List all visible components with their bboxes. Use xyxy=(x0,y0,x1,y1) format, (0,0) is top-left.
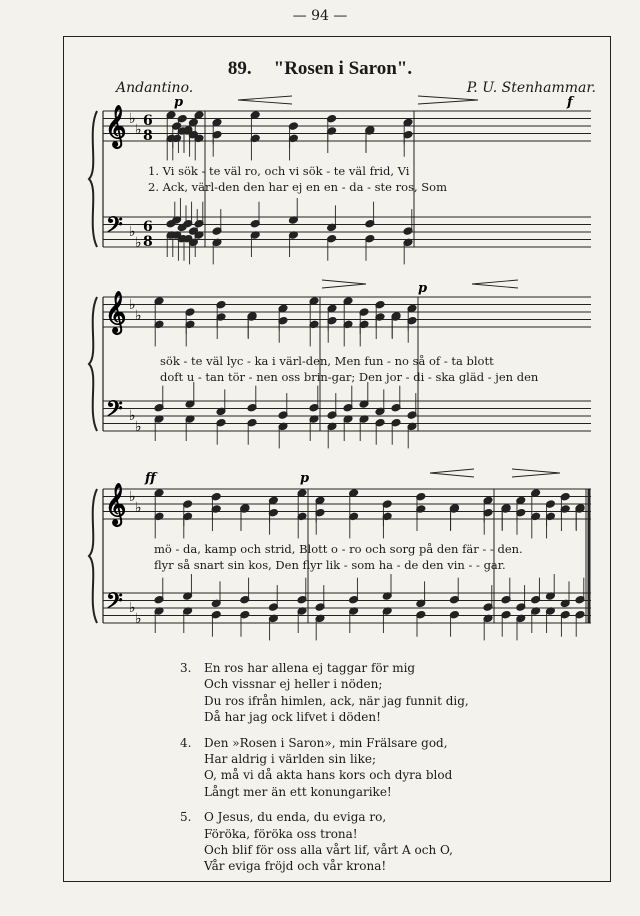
decrescendo-hairpin xyxy=(322,280,366,288)
flat-icon: ♭ xyxy=(129,489,136,505)
stanza-line: Och blif för oss alla vårt lif, vårt A och O, xyxy=(204,843,453,858)
system-brace xyxy=(89,297,97,431)
flat-icon: ♭ xyxy=(135,235,142,251)
stanza-line: Långt mer än ett konungarike! xyxy=(204,784,392,799)
flat-icon: ♭ xyxy=(135,611,142,627)
decrescendo-hairpin xyxy=(418,96,478,104)
treble-clef-icon: 𝄞 xyxy=(105,105,127,147)
flat-icon: ♭ xyxy=(129,408,136,424)
dynamic-fortissimo: ff xyxy=(145,471,156,486)
flat-icon: ♭ xyxy=(135,500,142,516)
stanza xyxy=(180,809,469,875)
decrescendo-hairpin xyxy=(512,469,560,477)
stanza-line: Har aldrig i världen sin like; xyxy=(204,752,377,767)
bass-clef-icon: 𝄢 xyxy=(106,589,123,619)
page-number: — 94 — xyxy=(292,8,348,24)
treble-clef-icon: 𝄞 xyxy=(105,291,127,333)
dynamic-piano: p xyxy=(300,471,310,486)
stanza-line: Vår eviga fröjd och vår krona! xyxy=(204,859,387,874)
stanza-line: O, må vi då akta hans kors och dyra blod xyxy=(204,768,453,783)
lyric-sys3-verse2: flyr så snart sin kos, Den flyr lik - som ha - de den vin - - gar. xyxy=(154,558,506,572)
time-signature-top: 6 xyxy=(143,113,153,129)
stanza-line: Du ros ifrån himlen, ack, när jag funnit dig, xyxy=(204,693,469,708)
dynamic-piano: p xyxy=(418,281,428,296)
lyric-sys1-verse1: 1. Vi sök - te väl ro, och vi sök - te väl frid, Vi xyxy=(148,164,410,178)
dynamic-piano: p xyxy=(174,95,184,110)
treble-clef-icon: 𝄞 xyxy=(105,483,127,525)
flat-icon: ♭ xyxy=(129,600,136,616)
stanza-line: Och vissnar ej heller i nöden; xyxy=(204,677,383,692)
stanza-number: 3. xyxy=(180,661,192,675)
flat-icon: ♭ xyxy=(135,308,142,324)
stanza-line: Då har jag ock lifvet i döden! xyxy=(204,710,381,725)
flat-icon: ♭ xyxy=(129,111,136,127)
lyric-sys3-verse1: mö - da, kamp och strid, Blott o - ro och sorg på den fär - - den. xyxy=(154,542,523,556)
stanza-line: Föröka, föröka oss trona! xyxy=(204,826,358,841)
hymn-name: "Rosen i Saron". xyxy=(273,58,413,79)
tempo-marking: Andantino. xyxy=(116,80,194,96)
flat-icon: ♭ xyxy=(135,122,142,138)
bass-clef-icon: 𝄢 xyxy=(106,397,123,427)
lyric-sys2-verse1: sök - te väl lyc - ka i värl-den, Men fun - no så of - ta blott xyxy=(160,354,494,368)
stanza xyxy=(180,735,469,801)
stanza-line: O Jesus, du enda, du eviga ro, xyxy=(204,810,387,825)
dynamic-forte: f xyxy=(567,95,573,110)
system-brace xyxy=(89,111,97,247)
crescendo-hairpin xyxy=(238,96,292,104)
stanza-line: Den »Rosen i Saron», min Frälsare god, xyxy=(204,735,448,750)
bass-clef-icon: 𝄢 xyxy=(106,213,123,243)
composer: P. U. Stenhammar. xyxy=(466,80,596,96)
time-signature-bottom: 8 xyxy=(143,128,153,144)
flat-icon: ♭ xyxy=(129,224,136,240)
additional-stanzas xyxy=(180,660,469,884)
time-signature-top: 6 xyxy=(143,219,153,235)
stanza-number: 4. xyxy=(180,735,192,750)
hymn-number: 89. xyxy=(227,58,252,79)
flat-icon: ♭ xyxy=(129,297,136,313)
flat-icon: ♭ xyxy=(135,419,142,435)
stanza-number: 5. xyxy=(180,810,192,825)
lyric-sys2-verse2: doft u - tan tör - nen oss brin-gar; Den jor - di - ska gläd - jen den xyxy=(160,370,539,384)
time-signature-bottom: 8 xyxy=(143,234,153,250)
stanza xyxy=(180,660,469,726)
stanza-line: En ros har allena ej taggar för mig xyxy=(204,661,416,675)
system-brace xyxy=(89,489,97,623)
crescendo-hairpin xyxy=(430,469,474,477)
crescendo-hairpin xyxy=(472,280,518,288)
lyric-sys1-verse2: 2. Ack, värl-den den har ej en en - da - ste ros, Som xyxy=(148,180,447,194)
